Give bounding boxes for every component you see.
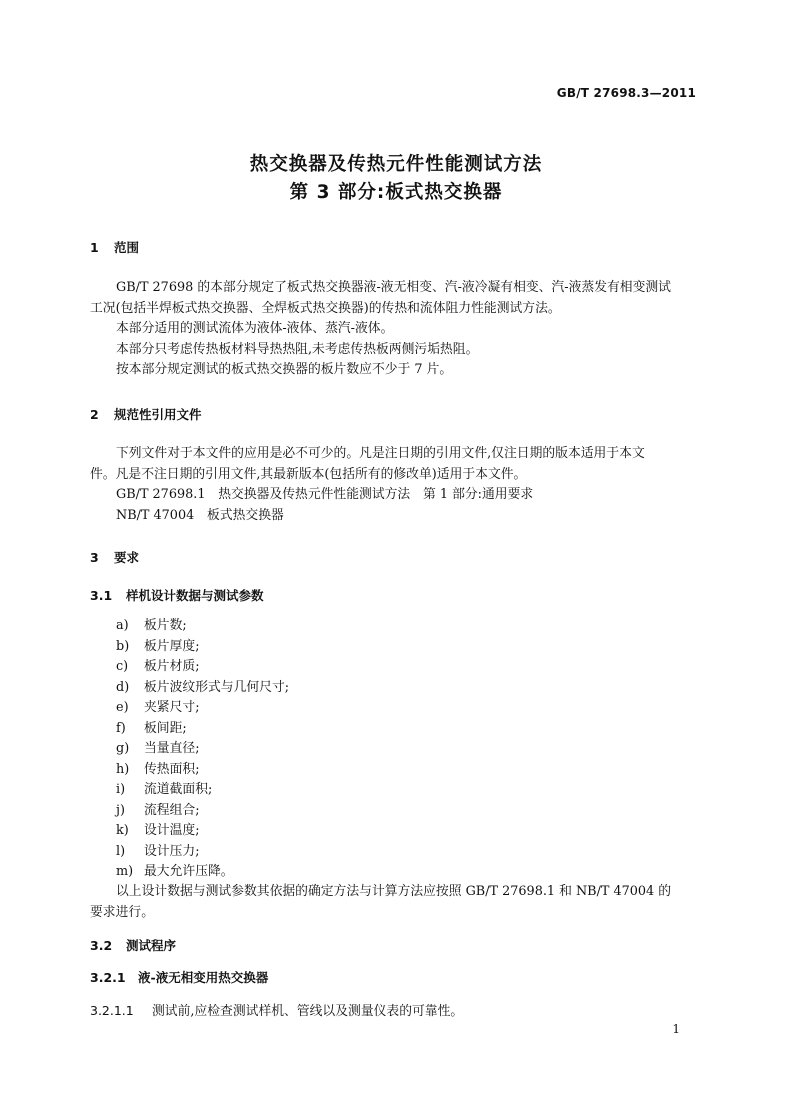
paragraph: 本部分适用的测试流体为液体-液体、蒸汽-液体。 <box>116 321 394 336</box>
subsection-title: 测试程序 <box>126 938 177 953</box>
paragraph-continued: 工况(包括半焊板式热交换器、全焊板式热交换器)的传热和流体阻力性能测试方法。 <box>90 300 561 316</box>
list-item <box>116 862 234 882</box>
section-3-heading <box>90 548 139 566</box>
list-marker: f) <box>116 720 126 736</box>
list-item <box>116 678 289 698</box>
list-item <box>116 719 187 739</box>
paragraph: 以上设计数据与测试参数其依据的确定方法与计算方法应按照 GB/T 27698.1 和 NB/T 47004 的 <box>116 884 672 899</box>
list-marker: k) <box>116 823 129 838</box>
list-text: 传热面积; <box>144 761 200 777</box>
list-marker: e) <box>116 700 129 715</box>
list-item <box>116 616 187 636</box>
list-item <box>116 780 212 800</box>
section-title: 范围 <box>114 240 140 255</box>
subsection-number: 3.2 <box>90 938 113 953</box>
list-text: 流程组合; <box>144 802 200 818</box>
list-text: 板片波纹形式与几何尺寸; <box>144 679 290 695</box>
list-marker: g) <box>116 741 130 756</box>
subsection-number: 3.2.1 <box>90 970 126 985</box>
clause-number: 3.2.1.1 <box>90 1003 134 1018</box>
list-text: 板片厚度; <box>144 638 200 654</box>
list-item <box>116 637 200 657</box>
subsection-title: 液-液无相变用热交换器 <box>138 970 269 985</box>
subsection-3-2-heading <box>90 936 176 954</box>
title-line-1: 热交换器及传热元件性能测试方法 <box>249 154 543 175</box>
list-item <box>116 842 200 862</box>
title-line-2: 第 3 部分:板式热交换器 <box>289 182 503 203</box>
list-item <box>116 698 200 718</box>
list-item <box>116 760 200 780</box>
list-marker: a) <box>116 618 129 633</box>
section-number: 3 <box>90 550 99 565</box>
clause-text: 测试前,应检查测试样机、管线以及测量仪表的可靠性。 <box>152 1004 464 1019</box>
list-text: 流道截面积; <box>144 782 213 797</box>
list-text: 板间距; <box>144 720 187 736</box>
section-number: 2 <box>90 407 99 422</box>
section-title: 要求 <box>114 550 140 565</box>
list-marker: l) <box>116 843 126 859</box>
subsection-title: 样机设计数据与测试参数 <box>126 588 264 603</box>
list-item <box>116 821 200 841</box>
list-item <box>116 739 200 759</box>
subsection-3-2-1-heading <box>90 968 268 986</box>
paragraph: 本部分只考虑传热板材料导热热阻,未考虑传热板两侧污垢热阻。 <box>116 341 479 357</box>
list-text: 设计温度; <box>144 823 200 838</box>
list-marker: j) <box>116 802 125 818</box>
list-text: 夹紧尺寸; <box>144 700 200 715</box>
list-text: 设计压力; <box>144 843 200 859</box>
section-title: 规范性引用文件 <box>114 407 202 422</box>
list-marker: b) <box>116 638 130 654</box>
list-marker: i) <box>116 782 126 797</box>
list-text: 当量直径; <box>144 741 200 756</box>
page-number: 1 <box>672 1022 680 1036</box>
paragraph: GB/T 27698 的本部分规定了板式热交换器液-液无相变、汽-液冷凝有相变、汽-液蒸发有相变测试 <box>116 280 671 295</box>
list-text: 板片材质; <box>144 659 200 674</box>
list-marker: d) <box>116 679 130 695</box>
paragraph: 按本部分规定测试的板式热交换器的板片数应不少于 7 片。 <box>116 362 453 377</box>
list-marker: h) <box>116 761 130 777</box>
paragraph-continued: 件。凡是不注日期的引用文件,其最新版本(包括所有的修改单)适用于本文件。 <box>90 466 527 482</box>
section-number: 1 <box>90 240 99 255</box>
subsection-3-1-heading <box>90 586 264 604</box>
clause-3-2-1-1 <box>90 1000 463 1019</box>
section-2-heading <box>90 405 202 423</box>
section-1-heading <box>90 238 139 256</box>
document-code: GB/T 27698.3—2011 <box>556 86 696 100</box>
list-text: 最大允许压降。 <box>144 864 234 879</box>
list-text: 板片数; <box>144 618 187 633</box>
reference-item: NB/T 47004 板式热交换器 <box>116 507 284 523</box>
list-item <box>116 801 200 821</box>
paragraph: 下列文件对于本文件的应用是必不可少的。凡是注日期的引用文件,仅注日期的版本适用于本文 <box>116 446 645 461</box>
subsection-number: 3.1 <box>90 588 113 603</box>
list-item <box>116 657 200 677</box>
reference-item: GB/T 27698.1 热交换器及传热元件性能测试方法 第 1 部分:通用要求 <box>116 487 534 502</box>
paragraph-continued: 要求进行。 <box>90 905 154 920</box>
list-marker: m) <box>116 864 134 879</box>
list-marker: c) <box>116 659 129 674</box>
